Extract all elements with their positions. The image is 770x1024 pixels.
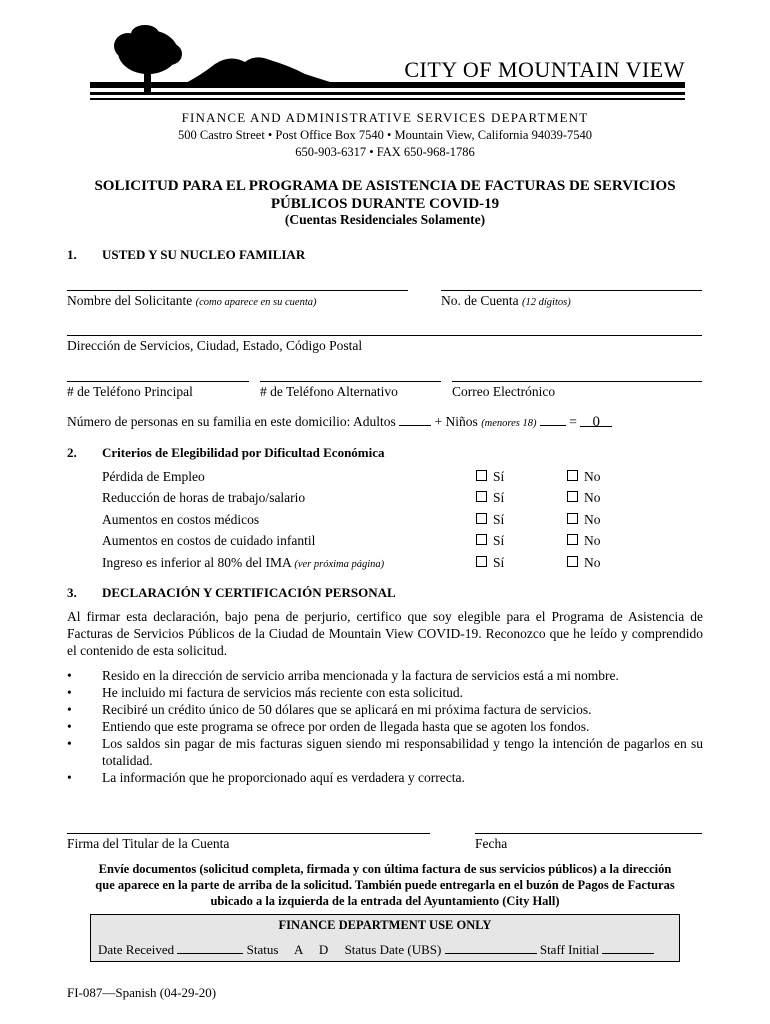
form-number: FI-087—Spanish (04-29-20) <box>67 985 217 1000</box>
department-phone: 650-903-6317 • FAX 650-968-1786 <box>295 145 475 159</box>
criteria-yes-option[interactable]: Sí <box>476 512 504 528</box>
applicant-name-label: Nombre del Solicitante (como aparece en su cuenta) <box>67 293 317 308</box>
form-title <box>0 177 770 213</box>
criteria-yes-option[interactable]: Sí <box>476 555 504 571</box>
form-subtitle: (Cuentas Residenciales Solamente) <box>284 212 486 227</box>
criteria-no-option[interactable]: No <box>567 469 601 485</box>
criteria-label: Aumentos en costos de cuidado infantil <box>102 533 316 548</box>
service-address-field[interactable] <box>67 335 702 336</box>
alt-phone-label: # de Teléfono Alternativo <box>260 384 398 399</box>
finance-box-fields <box>98 941 654 958</box>
household-count-row <box>67 413 612 430</box>
declaration-bullet: • Resido en la dirección de servicio arriba mencionada y la factura de servicios está a mi nombre. <box>67 668 619 683</box>
date-field[interactable] <box>475 833 702 834</box>
criteria-label: Pérdida de Empleo <box>102 469 205 484</box>
department-address: 500 Castro Street • Post Office Box 7540 • Mountain View, California 94039-7540 <box>178 128 592 142</box>
section-title: Criterios de Elegibilidad por Dificultad Económica <box>102 445 385 460</box>
applicant-name-field[interactable] <box>67 290 408 291</box>
checkbox-icon[interactable] <box>476 491 487 502</box>
adults-count-field[interactable] <box>399 413 431 426</box>
checkbox-icon[interactable] <box>476 534 487 545</box>
declaration-bullet: • He incluido mi factura de servicios más reciente con esta solicitud. <box>67 685 463 700</box>
criteria-label: Aumentos en costos médicos <box>102 512 260 527</box>
date-label: Fecha <box>475 836 508 851</box>
signature-field[interactable] <box>67 833 430 834</box>
declaration-bullet: • Entiendo que este programa se ofrece por orden de llegada hasta que se agoten los fondos. <box>67 719 590 734</box>
checkbox-icon[interactable] <box>567 470 578 481</box>
criteria-label: Ingreso es inferior al 80% del IMA (ver próxima página) <box>102 555 385 570</box>
criteria-yes-option[interactable]: Sí <box>476 490 504 506</box>
department-name: FINANCE AND ADMINISTRATIVE SERVICES DEPARTMENT <box>181 110 589 125</box>
criteria-note: (ver próxima página) <box>294 559 385 570</box>
criteria-yes-option[interactable]: Sí <box>476 533 504 549</box>
submission-instructions: Envíe documentos (solicitud completa, firmada y con última factura de sus servicios públicos) a la dirección que aparece en la parte de arriba de la solicitud. También puede entregarla en el buzón de Pagos de Facturas ubicado a la izquierda de la entrada del Ayuntamiento (City Hall) <box>95 862 675 908</box>
status-date-field[interactable] <box>445 941 537 954</box>
criteria-no-option[interactable]: No <box>567 555 601 571</box>
criteria-no-option[interactable]: No <box>567 512 601 528</box>
status-d-option[interactable]: D <box>318 942 329 957</box>
children-note: (menores 18) <box>481 418 537 429</box>
signature-label: Firma del Titular de la Cuenta <box>67 836 230 851</box>
checkbox-icon[interactable] <box>567 556 578 567</box>
form-title-line1: SOLICITUD PARA EL PROGRAMA DE ASISTENCIA DE FACTURAS DE SERVICIOS <box>94 178 676 194</box>
email-field[interactable] <box>452 381 702 382</box>
section-title: DECLARACIÓN Y CERTIFICACIÓN PERSONAL <box>102 585 396 600</box>
section-number: 2. <box>67 445 77 460</box>
logo-wordmark: CITY OF MOUNTAIN VIEW <box>404 57 685 82</box>
staff-initial-label: Staff Initial <box>539 942 600 957</box>
criteria-yes-option[interactable]: Sí <box>476 469 504 485</box>
household-label: Número de personas en su familia en este domicilio: Adultos <box>67 414 396 429</box>
checkbox-icon[interactable] <box>476 513 487 524</box>
declaration-bullet: • Los saldos sin pagar de mis facturas siguen siendo mi responsabilidad y tengo la intención de pagarlos en su totalidad. <box>67 736 703 768</box>
checkbox-icon[interactable] <box>476 470 487 481</box>
form-title-line2: PÚBLICOS DURANTE COVID-19 <box>270 196 500 212</box>
date-received-field[interactable] <box>177 941 243 954</box>
city-logo <box>90 24 685 108</box>
staff-initial-field[interactable] <box>602 941 654 954</box>
alt-phone-field[interactable] <box>260 381 441 382</box>
service-address-label: Dirección de Servicios, Ciudad, Estado, Código Postal <box>67 338 363 353</box>
section-number: 3. <box>67 585 77 600</box>
primary-phone-label: # de Teléfono Principal <box>67 384 193 399</box>
checkbox-icon[interactable] <box>567 534 578 545</box>
status-date-label: Status Date (UBS) <box>344 942 442 957</box>
criteria-label: Reducción de horas de trabajo/salario <box>102 490 306 505</box>
status-a-option[interactable]: A <box>294 942 303 957</box>
equals-sign: = <box>569 414 577 429</box>
declaration-bullet: • Recibiré un crédito único de 50 dólares que se aplicará en mi próxima factura de servicios. <box>67 702 592 717</box>
finance-box-title: FINANCE DEPARTMENT USE ONLY <box>278 918 492 932</box>
children-label: + Niños <box>434 414 478 429</box>
criteria-no-option[interactable]: No <box>567 490 601 506</box>
checkbox-icon[interactable] <box>567 513 578 524</box>
finance-use-only-box <box>90 914 680 962</box>
total-count-field[interactable]: 0 <box>580 414 612 427</box>
date-received-label: Date Received <box>98 942 175 957</box>
criteria-no-option[interactable]: No <box>567 533 601 549</box>
email-label: Correo Electrónico <box>452 384 556 399</box>
account-number-label: No. de Cuenta (12 dígitos) <box>441 293 571 308</box>
checkbox-icon[interactable] <box>476 556 487 567</box>
tree-icon <box>114 25 182 92</box>
section-number: 1. <box>67 247 77 262</box>
account-number-field[interactable] <box>441 290 702 291</box>
status-label: Status <box>246 942 279 957</box>
declaration-paragraph: Al firmar esta declaración, bajo pena de perjurio, certifico que soy elegible para el Programa de Asistencia de Facturas de Servicios Públicos de la Ciudad de Mountain View COVID-19. Reconozco que he leído y comprendido el contenido de esta solicitud. <box>67 609 703 658</box>
checkbox-icon[interactable] <box>567 491 578 502</box>
primary-phone-field[interactable] <box>67 381 249 382</box>
children-count-field[interactable] <box>540 413 566 426</box>
declaration-bullet: • La información que he proporcionado aquí es verdadera y correcta. <box>67 770 465 785</box>
section-title: USTED Y SU NUCLEO FAMILIAR <box>102 247 306 262</box>
